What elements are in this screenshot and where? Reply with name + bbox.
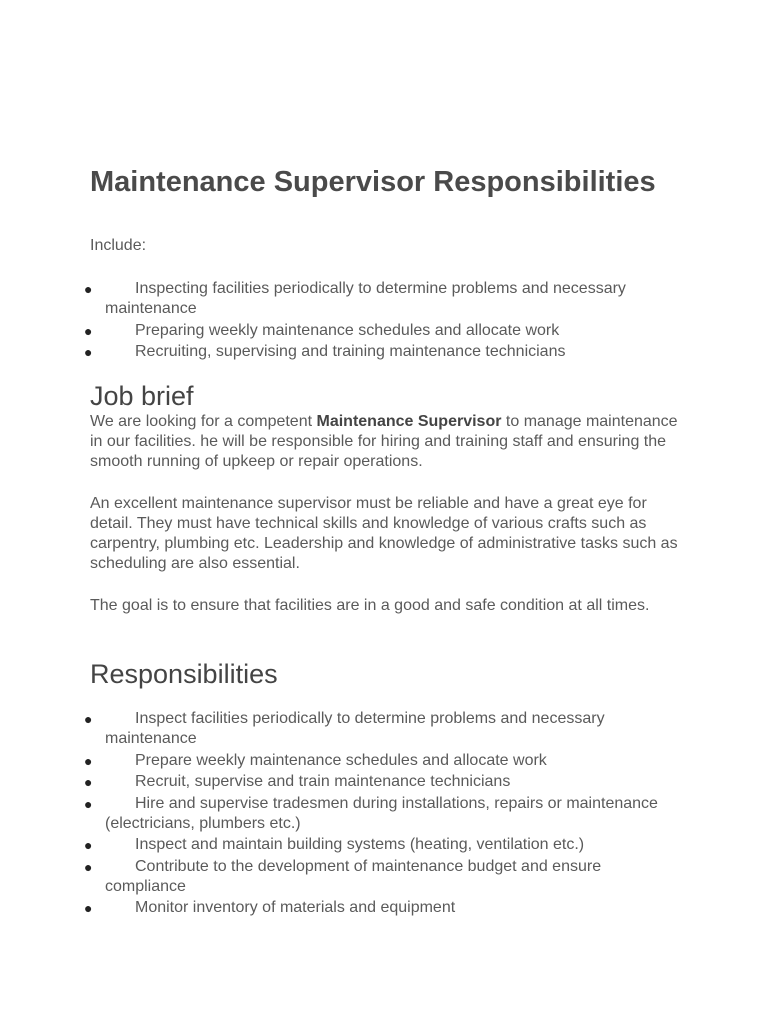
job-brief-paragraph-2: An excellent maintenance supervisor must be reliable and have a great eye for detail. They must have technical skills and knowledge of various crafts such as carpentry, plumbing etc. Leadership and knowledge of administrative tasks such as scheduling are also essential.	[90, 495, 678, 572]
list-item: ● Recruit, supervise and train maintenance technicians	[84, 773, 511, 790]
job-brief-paragraph-1: We are looking for a competent Maintenance Supervisor to manage maintenance in our facilities. he will be responsible for hiring and training staff and ensuring the smooth running of upkeep or repair operations.	[90, 413, 678, 470]
list-item: ● Monitor inventory of materials and equipment	[84, 899, 456, 916]
list-item: ● Inspect facilities periodically to determine problems and necessary maintenance	[84, 710, 605, 747]
bullet-icon: ●	[84, 344, 93, 360]
responsibilities-heading: Responsibilities	[90, 659, 278, 689]
bullet-icon: ●	[84, 752, 93, 769]
bullet-icon: ●	[84, 322, 93, 339]
list-item: ● Inspecting facilities periodically to determine problems and necessary maintenance	[84, 280, 626, 317]
page-title: Maintenance Supervisor Responsibilities	[90, 166, 656, 198]
list-item: ● Prepare weekly maintenance schedules and allocate work	[84, 751, 547, 769]
list-item: ● Preparing weekly maintenance schedules and allocate work	[84, 321, 560, 339]
list-item: ● Contribute to the development of maintenance budget and ensure compliance	[84, 857, 602, 895]
bullet-icon: ●	[84, 281, 93, 297]
list-item: ● Inspect and maintain building systems (heating, ventilation etc.)	[84, 836, 585, 853]
bullet-icon: ●	[84, 774, 93, 790]
job-title-bold: Maintenance Supervisor	[316, 413, 502, 430]
list-item: ● Hire and supervise tradesmen during installations, repairs or maintenance (electricians, plumbers etc.)	[84, 794, 658, 832]
responsibilities-list	[0, 709, 768, 920]
bullet-icon: ●	[84, 837, 93, 853]
include-label: Include:	[90, 237, 147, 254]
bullet-icon: ●	[84, 795, 93, 812]
bullet-icon: ●	[84, 900, 93, 916]
bullet-icon: ●	[84, 711, 93, 727]
summary-list	[0, 279, 768, 364]
list-item: ● Recruiting, supervising and training maintenance technicians	[84, 343, 566, 360]
job-brief-heading: Job brief	[90, 381, 194, 411]
bullet-icon: ●	[84, 858, 93, 875]
job-brief-paragraph-3: The goal is to ensure that facilities are in a good and safe condition at all times.	[90, 597, 650, 614]
